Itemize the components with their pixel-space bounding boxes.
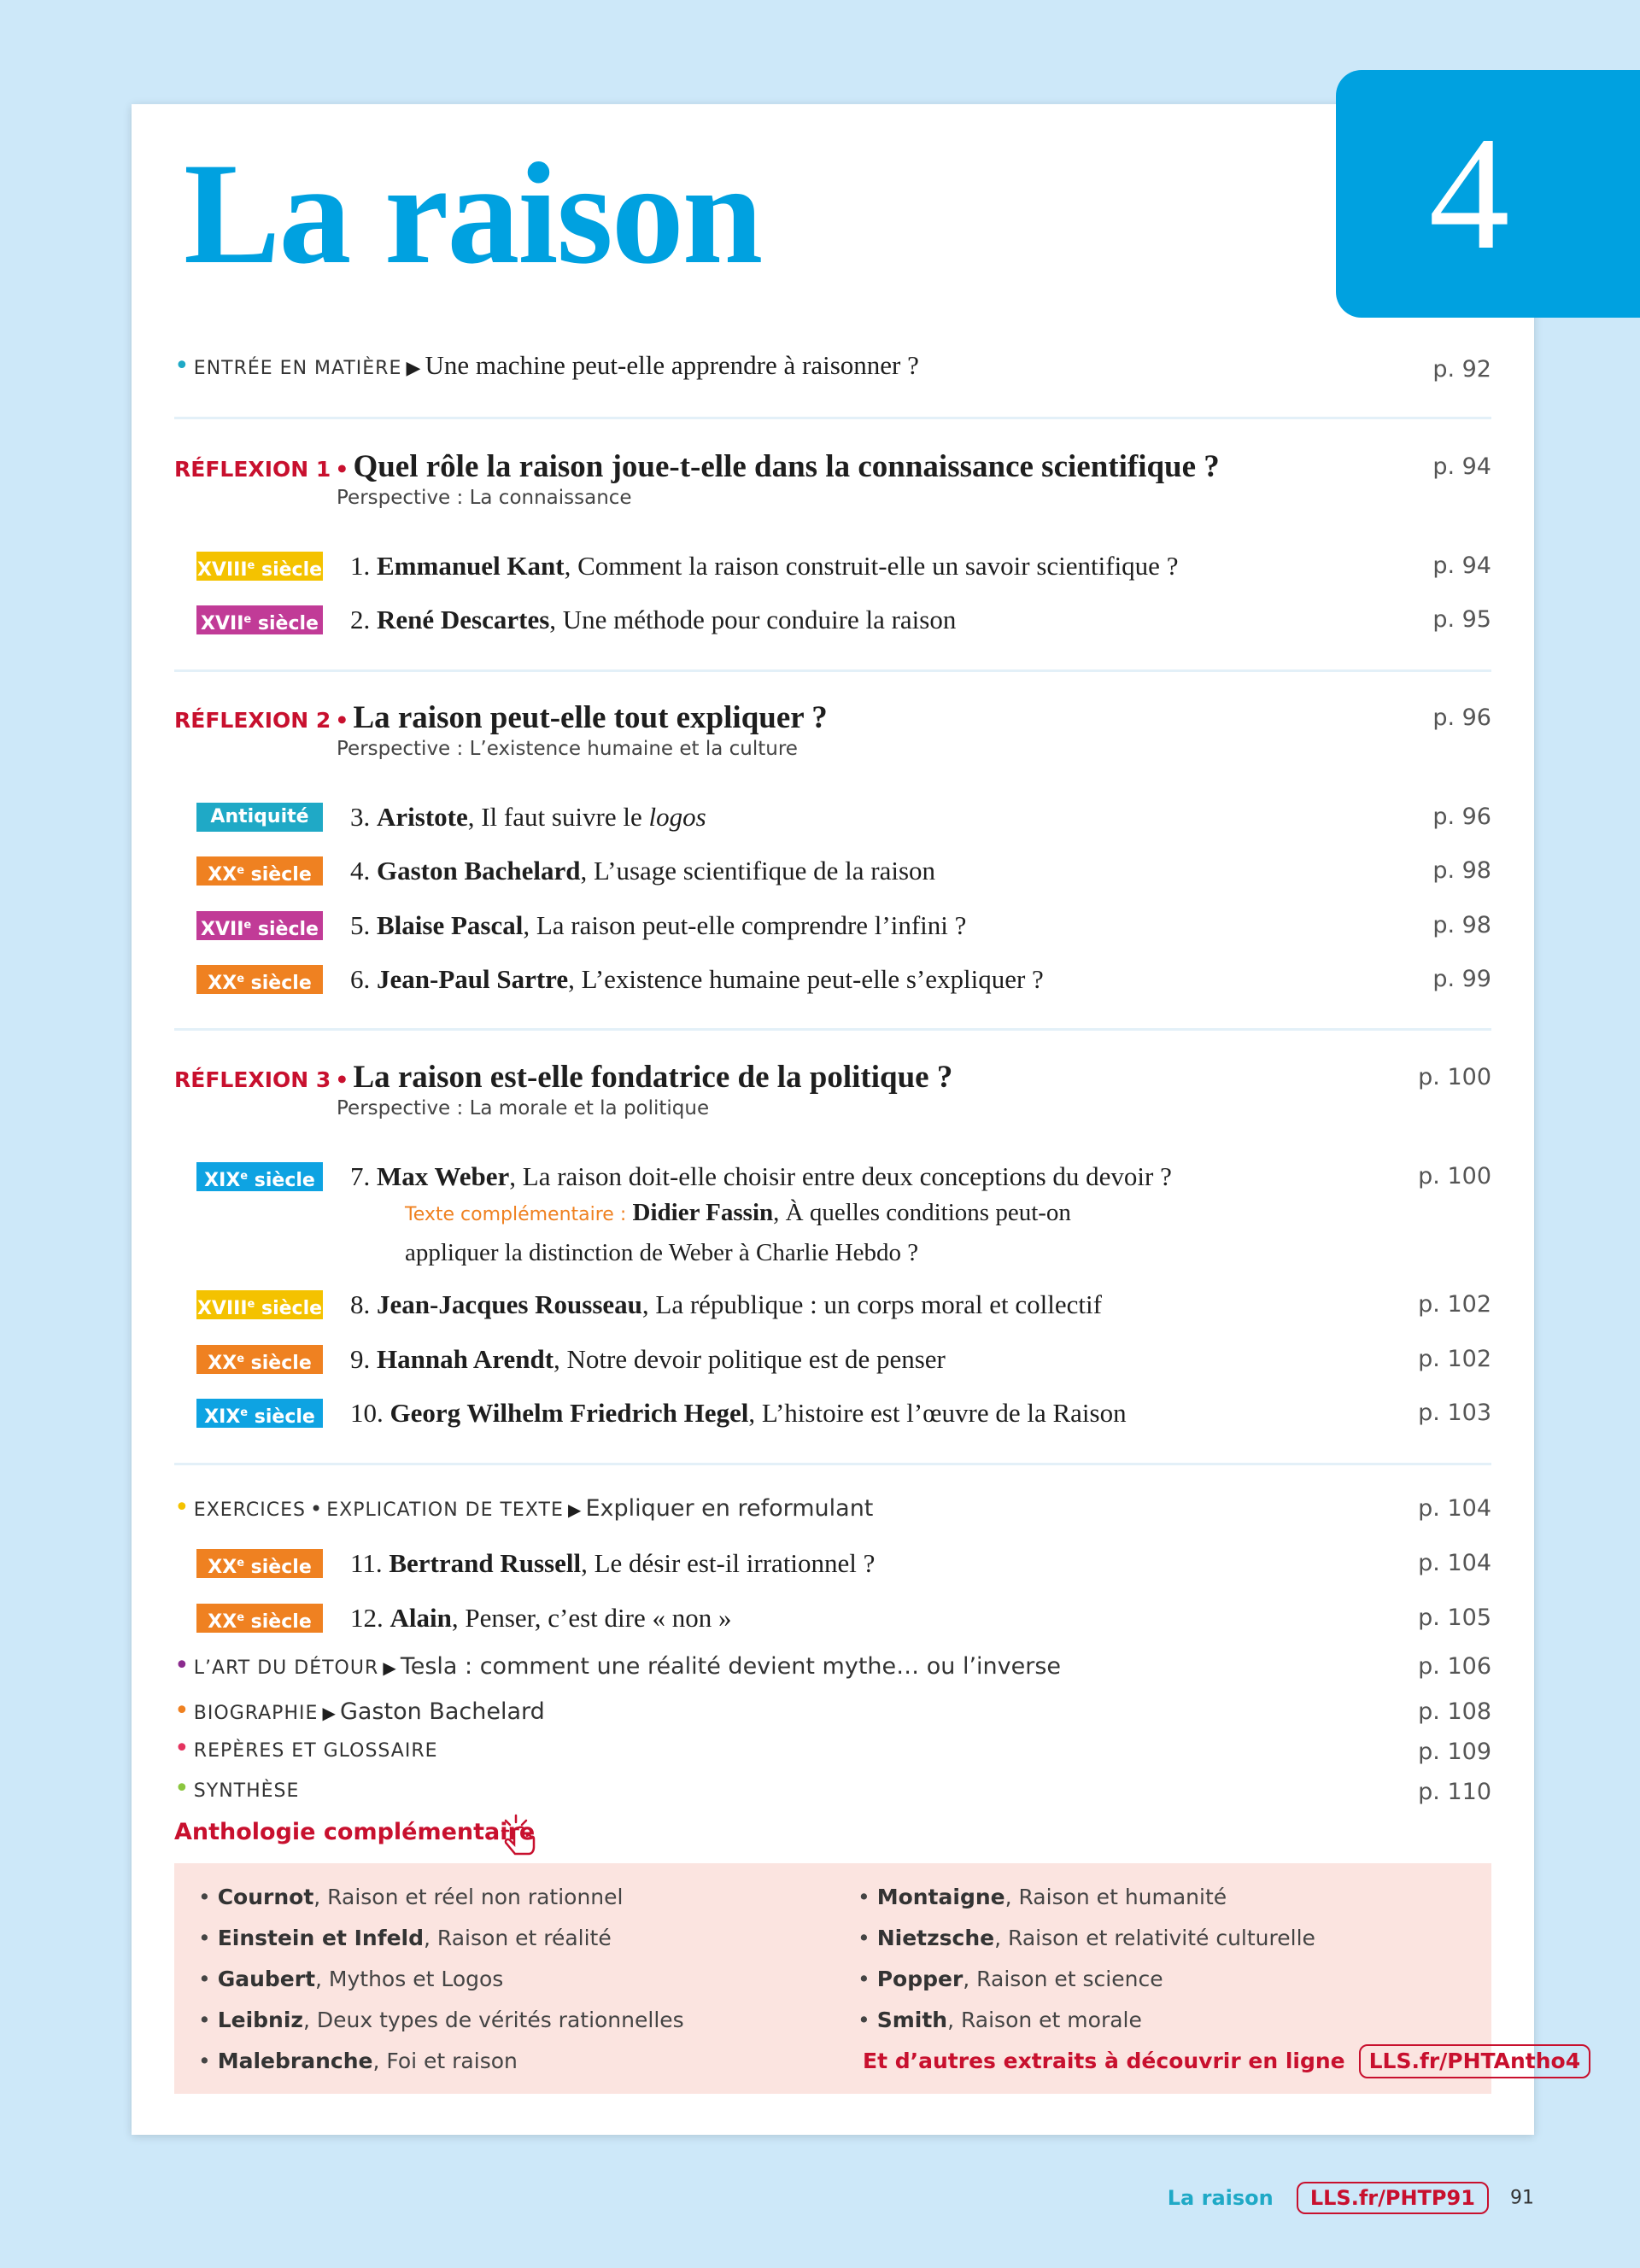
entry-number: 5. bbox=[350, 910, 371, 940]
section-text: Tesla : comment une réalité devient mythe… ou l’inverse bbox=[400, 1653, 1062, 1680]
entry-title: , Notre devoir politique est de penser bbox=[554, 1344, 946, 1374]
era-tag: XXe siècle bbox=[196, 1345, 323, 1374]
anthology-author: Nietzsche bbox=[876, 1926, 995, 1950]
anthology-item[interactable]: • Smith, Raison et morale bbox=[858, 2008, 1142, 2032]
entry-page: p. 98 bbox=[1432, 857, 1491, 884]
entry-6[interactable] bbox=[196, 960, 1491, 1001]
complement-line2: appliquer la distinction de Weber à Charlie Hebdo ? bbox=[405, 1239, 919, 1266]
reflexion-perspective: Perspective : La morale et la politique bbox=[337, 1097, 710, 1119]
anthology-item[interactable]: • Montaigne, Raison et humanité bbox=[858, 1885, 1227, 1909]
entry-title-italic: logos bbox=[648, 802, 706, 832]
anthology-author: Leibniz bbox=[217, 2008, 303, 2032]
arrow-icon: ▶ bbox=[567, 1499, 582, 1520]
entry-author: Blaise Pascal bbox=[377, 910, 524, 940]
section-bullet: • bbox=[174, 1651, 190, 1681]
reflexion-label: RÉFLEXION 1 bbox=[174, 457, 331, 482]
anthology-author: Montaigne bbox=[876, 1885, 1005, 1909]
footer-title: La raison bbox=[1167, 2186, 1274, 2210]
anthology-author: Einstein et Infeld bbox=[217, 1926, 425, 1950]
section-row[interactable] bbox=[174, 1693, 1491, 1731]
entry-page: p. 99 bbox=[1432, 966, 1491, 992]
entry-title: , La république : un corps moral et collectif bbox=[641, 1289, 1102, 1319]
entry-author: Jean-Paul Sartre bbox=[377, 964, 569, 994]
entry-text bbox=[350, 1394, 1127, 1433]
section-row[interactable] bbox=[174, 1648, 1491, 1686]
entry-text bbox=[350, 906, 966, 945]
era-tag: XXe siècle bbox=[196, 965, 323, 994]
reflexion-title: Quel rôle la raison joue-t-elle dans la connaissance scientifique ? bbox=[353, 449, 1220, 484]
era-tag: XVIIIe siècle bbox=[196, 1290, 323, 1319]
entry-page: p. 95 bbox=[1432, 606, 1491, 633]
entry-author: Hannah Arendt bbox=[377, 1344, 554, 1374]
entry-text bbox=[350, 600, 956, 640]
entry-text bbox=[350, 1157, 1172, 1196]
arrow-icon: ▶ bbox=[406, 358, 421, 379]
anthology-item[interactable]: • Nietzsche, Raison et relativité culturelle bbox=[858, 1926, 1315, 1950]
exercices-text: Expliquer en reformulant bbox=[585, 1495, 874, 1522]
anthology-text: , Foi et raison bbox=[372, 2049, 518, 2073]
entry-number: 9. bbox=[350, 1344, 371, 1374]
era-tag: XVIIIe siècle bbox=[196, 552, 323, 581]
intro-page: p. 92 bbox=[1432, 356, 1491, 383]
exercices-page: p. 104 bbox=[1418, 1495, 1491, 1522]
anthology-link[interactable]: LLS.fr/PHTAntho4 bbox=[1359, 2044, 1591, 2078]
chapter-title: La raison bbox=[184, 133, 762, 294]
entry-author: Georg Wilhelm Friedrich Hegel bbox=[390, 1398, 749, 1428]
entry-3[interactable] bbox=[196, 798, 1491, 839]
anthology-text: , Raison et humanité bbox=[1004, 1885, 1227, 1909]
entry-number: 10. bbox=[350, 1398, 384, 1428]
entry-title: , Il faut suivre le bbox=[467, 802, 649, 832]
era-tag: XXe siècle bbox=[196, 1604, 323, 1633]
anthology-author: Cournot bbox=[217, 1885, 314, 1909]
entry-title: , Le désir est-il irrationnel ? bbox=[581, 1548, 876, 1578]
section-page: p. 106 bbox=[1418, 1653, 1491, 1680]
anthology-more[interactable] bbox=[863, 2044, 1590, 2078]
entry-author: Emmanuel Kant bbox=[377, 551, 565, 581]
anthology-item[interactable]: • Gaubert, Mythos et Logos bbox=[198, 1967, 504, 1991]
entry-number: 12. bbox=[350, 1603, 384, 1633]
separator bbox=[174, 417, 1491, 419]
entry-number: 11. bbox=[350, 1548, 383, 1578]
anthology-text: , Raison et réalité bbox=[424, 1926, 612, 1950]
section-label: REPÈRES ET GLOSSAIRE bbox=[193, 1740, 438, 1762]
entry-author: Alain bbox=[390, 1603, 452, 1633]
entry-12[interactable] bbox=[196, 1599, 1491, 1640]
section-row[interactable] bbox=[174, 1733, 1491, 1771]
section-bullet: • bbox=[174, 1696, 190, 1726]
entry-title: , La raison peut-elle comprendre l’infini ? bbox=[523, 910, 967, 940]
reflexion-3[interactable]: RÉFLEXION 3 • La raison est-elle fondatrice de la politique ? Perspective : La morale et la politique p. 100 bbox=[174, 1056, 1491, 1133]
entry-title: , Comment la raison construit-elle un savoir scientifique ? bbox=[564, 551, 1179, 581]
entry-text bbox=[350, 960, 1044, 999]
anthology-item[interactable]: • Popper, Raison et science bbox=[858, 1967, 1163, 1991]
entry-text bbox=[350, 1544, 875, 1583]
entry-text bbox=[350, 1340, 946, 1379]
entry-author: Jean-Jacques Rousseau bbox=[377, 1289, 642, 1319]
anthology-author: Gaubert bbox=[217, 1967, 316, 1991]
separator bbox=[174, 1463, 1491, 1465]
entry-number: 2. bbox=[350, 605, 371, 634]
anthology-title: Anthologie complémentaire bbox=[174, 1819, 536, 1845]
entry-text bbox=[350, 1285, 1102, 1324]
anthology-author: Malebranche bbox=[217, 2049, 373, 2073]
reflexion-title: La raison est-elle fondatrice de la politique ? bbox=[353, 1060, 953, 1095]
complement-tag: Texte complémentaire : bbox=[405, 1204, 627, 1225]
reflexion-2[interactable]: RÉFLEXION 2 • La raison peut-elle tout expliquer ? Perspective : L’existence humaine et la culture p. 96 bbox=[174, 697, 1491, 774]
entry-page: p. 102 bbox=[1418, 1346, 1491, 1372]
complement-line1: , À quelles conditions peut-on bbox=[773, 1199, 1071, 1226]
entry-text bbox=[350, 798, 706, 837]
entry-5[interactable] bbox=[196, 906, 1491, 947]
entry-title: , Une méthode pour conduire la raison bbox=[549, 605, 957, 634]
intro-row[interactable] bbox=[174, 350, 1491, 389]
entry-page: p. 94 bbox=[1432, 552, 1491, 579]
anthology-item[interactable]: • Cournot, Raison et réel non rationnel bbox=[198, 1885, 624, 1909]
arrow-icon: ▶ bbox=[322, 1703, 336, 1723]
intro-bullet: • bbox=[174, 351, 190, 381]
era-tag: XIXe siècle bbox=[196, 1399, 323, 1428]
section-page: p. 110 bbox=[1418, 1779, 1491, 1805]
era-tag: XXe siècle bbox=[196, 856, 323, 886]
entry-number: 4. bbox=[350, 856, 371, 886]
entry-page: p. 96 bbox=[1432, 804, 1491, 830]
section-page: p. 108 bbox=[1418, 1698, 1491, 1725]
entry-author: René Descartes bbox=[377, 605, 550, 634]
entry-8[interactable] bbox=[196, 1285, 1491, 1326]
anthology-text: , Raison et morale bbox=[947, 2008, 1142, 2032]
reflexion-title: La raison peut-elle tout expliquer ? bbox=[353, 700, 828, 735]
entry-page: p. 98 bbox=[1432, 912, 1491, 938]
arrow-icon: ▶ bbox=[383, 1657, 396, 1678]
entry-text bbox=[350, 547, 1178, 586]
section-bullet: • bbox=[174, 1774, 190, 1803]
intro-text: Une machine peut-elle apprendre à raisonner ? bbox=[425, 350, 919, 380]
reflexion-label: RÉFLEXION 2 bbox=[174, 708, 331, 733]
pointer-hand-icon[interactable] bbox=[495, 1810, 547, 1862]
section-bullet: • bbox=[174, 1733, 190, 1763]
entry-number: 3. bbox=[350, 802, 371, 832]
footer bbox=[1168, 2182, 1534, 2214]
entry-number: 8. bbox=[350, 1289, 371, 1319]
anthology-text: , Deux types de vérités rationnelles bbox=[302, 2008, 684, 2032]
section-text: Gaston Bachelard bbox=[339, 1698, 545, 1725]
entry-author: Aristote bbox=[377, 802, 468, 832]
entry-10[interactable] bbox=[196, 1394, 1491, 1435]
exercices-row[interactable] bbox=[174, 1490, 1491, 1528]
separator bbox=[174, 669, 1491, 672]
reflexion-label: RÉFLEXION 3 bbox=[174, 1067, 331, 1092]
entry-text bbox=[350, 1599, 731, 1638]
anthology-item[interactable]: • Leibniz, Deux types de vérités rationnelles bbox=[198, 2008, 684, 2032]
era-tag: XVIIe siècle bbox=[196, 911, 323, 940]
era-tag: XIXe siècle bbox=[196, 1162, 323, 1191]
reflexion-1[interactable]: RÉFLEXION 1 • Quel rôle la raison joue-t-elle dans la connaissance scientifique ? Perspective : La connaissance p. 94 bbox=[174, 446, 1491, 523]
anthology-text: , Mythos et Logos bbox=[315, 1967, 504, 1991]
reflexion-page: p. 100 bbox=[1418, 1064, 1491, 1090]
exercices-label: EXERCICES bbox=[193, 1499, 306, 1521]
entry-title: , L’usage scientifique de la raison bbox=[580, 856, 936, 886]
entry-title: , L’histoire est l’œuvre de la Raison bbox=[748, 1398, 1127, 1428]
footer-link[interactable]: LLS.fr/PHTP91 bbox=[1297, 2182, 1489, 2214]
complementary-text[interactable] bbox=[405, 1194, 1174, 1271]
entry-9[interactable] bbox=[196, 1340, 1491, 1381]
anthology-text: , Raison et réel non rationnel bbox=[313, 1885, 624, 1909]
entry-author: Max Weber bbox=[377, 1161, 510, 1191]
entry-page: p. 104 bbox=[1418, 1550, 1491, 1576]
separator bbox=[174, 1028, 1491, 1031]
section-row[interactable] bbox=[174, 1774, 1491, 1811]
anthology-item[interactable]: • Einstein et Infeld, Raison et réalité bbox=[198, 1926, 612, 1950]
exercices-bullet: • bbox=[174, 1493, 190, 1523]
anthology-item[interactable]: • Malebranche, Foi et raison bbox=[198, 2049, 518, 2073]
anthology-more-text: Et d’autres extraits à découvrir en ligne bbox=[863, 2049, 1345, 2073]
entry-title: , Penser, c’est dire « non » bbox=[451, 1603, 732, 1633]
entry-page: p. 102 bbox=[1418, 1291, 1491, 1318]
anthology-text: , Raison et relativité culturelle bbox=[994, 1926, 1315, 1950]
era-tag: XXe siècle bbox=[196, 1549, 323, 1578]
era-tag: Antiquité bbox=[196, 803, 323, 832]
anthology-author: Smith bbox=[876, 2008, 948, 2032]
entry-7[interactable] bbox=[196, 1157, 1491, 1198]
entry-author: Bertrand Russell bbox=[389, 1548, 582, 1578]
entry-4[interactable] bbox=[196, 851, 1491, 892]
entry-number: 6. bbox=[350, 964, 371, 994]
entry-title: , L’existence humaine peut-elle s’expliquer ? bbox=[568, 964, 1044, 994]
anthology-text: , Raison et science bbox=[963, 1967, 1163, 1991]
chapter-number-badge: 4 bbox=[1336, 70, 1640, 318]
reflexion-perspective: Perspective : La connaissance bbox=[337, 487, 632, 509]
section-label: BIOGRAPHIE bbox=[193, 1703, 319, 1724]
section-label: SYNTHÈSE bbox=[193, 1780, 300, 1802]
explication-label: EXPLICATION DE TEXTE bbox=[326, 1499, 564, 1521]
entry-page: p. 105 bbox=[1418, 1605, 1491, 1631]
reflexion-page: p. 96 bbox=[1432, 704, 1491, 731]
era-tag: XVIIe siècle bbox=[196, 605, 323, 634]
entry-text bbox=[350, 851, 935, 891]
footer-page-number: 91 bbox=[1510, 2187, 1534, 2209]
entry-title: , La raison doit-elle choisir entre deux conceptions du devoir ? bbox=[509, 1161, 1172, 1191]
section-page: p. 109 bbox=[1418, 1739, 1491, 1765]
dot-separator: • bbox=[310, 1497, 323, 1521]
entry-2[interactable] bbox=[196, 600, 1491, 641]
entry-1[interactable] bbox=[196, 547, 1491, 587]
entry-number: 7. bbox=[350, 1161, 371, 1191]
complement-author: Didier Fassin bbox=[632, 1199, 774, 1226]
reflexion-page: p. 94 bbox=[1432, 453, 1491, 480]
intro-label: ENTRÉE EN MATIÈRE bbox=[193, 358, 402, 379]
entry-11[interactable] bbox=[196, 1544, 1491, 1585]
entry-page: p. 103 bbox=[1418, 1400, 1491, 1426]
entry-number: 1. bbox=[350, 551, 371, 581]
anthology-author: Popper bbox=[876, 1967, 964, 1991]
reflexion-perspective: Perspective : L’existence humaine et la culture bbox=[337, 738, 798, 760]
entry-author: Gaston Bachelard bbox=[377, 856, 581, 886]
entry-page: p. 100 bbox=[1418, 1163, 1491, 1190]
section-label: L’ART DU DÉTOUR bbox=[193, 1657, 379, 1679]
